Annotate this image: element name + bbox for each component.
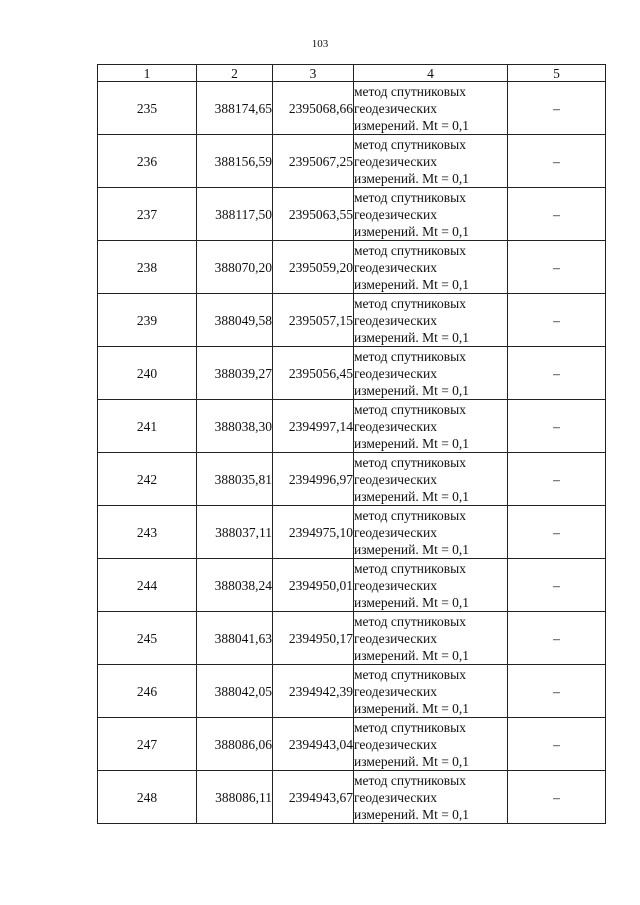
note-cell: –	[508, 82, 606, 135]
method-text-line: измерений. Mt = 0,1	[354, 594, 470, 610]
table-row	[98, 559, 606, 612]
table-header-row	[98, 65, 606, 82]
table-row	[98, 241, 606, 294]
method-text-line: метод спутниковых	[354, 401, 466, 417]
point-number-cell: 242	[98, 453, 197, 506]
method-cell	[354, 559, 508, 612]
y-coordinate-cell: 2394943,04	[273, 718, 354, 771]
method-text-line: измерений. Mt = 0,1	[354, 117, 470, 133]
method-text-line: измерений. Mt = 0,1	[354, 435, 470, 451]
method-text-line: геодезических	[354, 259, 437, 275]
method-text-line: метод спутниковых	[354, 83, 466, 99]
y-coordinate-cell: 2394975,10	[273, 506, 354, 559]
method-text-line: геодезических	[354, 577, 437, 593]
method-text-line: метод спутниковых	[354, 454, 466, 470]
x-coordinate-cell: 388039,27	[197, 347, 273, 400]
method-text-line: измерений. Mt = 0,1	[354, 753, 470, 769]
method-text-line: геодезических	[354, 789, 437, 805]
point-number-cell: 235	[98, 82, 197, 135]
method-text-line: геодезических	[354, 100, 437, 116]
point-number-cell: 236	[98, 135, 197, 188]
note-cell: –	[508, 453, 606, 506]
y-coordinate-cell: 2394942,39	[273, 665, 354, 718]
x-coordinate-cell: 388038,30	[197, 400, 273, 453]
method-cell	[354, 294, 508, 347]
coordinates-table	[97, 64, 606, 824]
table-row	[98, 82, 606, 135]
method-text-line: метод спутниковых	[354, 295, 466, 311]
method-text-line: геодезических	[354, 471, 437, 487]
method-text-line: метод спутниковых	[354, 613, 466, 629]
method-text-line: метод спутниковых	[354, 507, 466, 523]
x-coordinate-cell: 388174,65	[197, 82, 273, 135]
y-coordinate-cell: 2394997,14	[273, 400, 354, 453]
note-cell: –	[508, 400, 606, 453]
y-coordinate-cell: 2395059,20	[273, 241, 354, 294]
method-text-line: измерений. Mt = 0,1	[354, 488, 470, 504]
y-coordinate-cell: 2394950,17	[273, 612, 354, 665]
method-text-line: геодезических	[354, 524, 437, 540]
method-text-line: геодезических	[354, 153, 437, 169]
method-cell	[354, 771, 508, 824]
table-row	[98, 718, 606, 771]
table-row	[98, 135, 606, 188]
method-text-line: измерений. Mt = 0,1	[354, 329, 470, 345]
point-number-cell: 246	[98, 665, 197, 718]
method-text-line: измерений. Mt = 0,1	[354, 647, 470, 663]
method-cell	[354, 506, 508, 559]
note-cell: –	[508, 665, 606, 718]
method-text-line: измерений. Mt = 0,1	[354, 170, 470, 186]
note-cell: –	[508, 188, 606, 241]
column-header-5: 5	[508, 65, 606, 82]
method-text-line: геодезических	[354, 630, 437, 646]
x-coordinate-cell: 388117,50	[197, 188, 273, 241]
method-cell	[354, 718, 508, 771]
method-cell	[354, 241, 508, 294]
method-cell	[354, 347, 508, 400]
method-text-line: метод спутниковых	[354, 666, 466, 682]
method-text-line: геодезических	[354, 736, 437, 752]
x-coordinate-cell: 388041,63	[197, 612, 273, 665]
column-header-4: 4	[354, 65, 508, 82]
x-coordinate-cell: 388037,11	[197, 506, 273, 559]
y-coordinate-cell: 2394943,67	[273, 771, 354, 824]
x-coordinate-cell: 388156,59	[197, 135, 273, 188]
y-coordinate-cell: 2394996,97	[273, 453, 354, 506]
y-coordinate-cell: 2394950,01	[273, 559, 354, 612]
method-cell	[354, 82, 508, 135]
table-body	[98, 82, 606, 824]
method-text-line: метод спутниковых	[354, 189, 466, 205]
table-row	[98, 453, 606, 506]
method-text-line: измерений. Mt = 0,1	[354, 700, 470, 716]
method-cell	[354, 612, 508, 665]
y-coordinate-cell: 2395067,25	[273, 135, 354, 188]
table-row	[98, 188, 606, 241]
point-number-cell: 241	[98, 400, 197, 453]
y-coordinate-cell: 2395056,45	[273, 347, 354, 400]
method-cell	[354, 188, 508, 241]
y-coordinate-cell: 2395063,55	[273, 188, 354, 241]
point-number-cell: 243	[98, 506, 197, 559]
point-number-cell: 240	[98, 347, 197, 400]
point-number-cell: 245	[98, 612, 197, 665]
note-cell: –	[508, 612, 606, 665]
table-row	[98, 771, 606, 824]
method-text-line: геодезических	[354, 312, 437, 328]
method-text-line: геодезических	[354, 683, 437, 699]
method-text-line: геодезических	[354, 418, 437, 434]
column-header-2: 2	[197, 65, 273, 82]
method-text-line: геодезических	[354, 206, 437, 222]
method-cell	[354, 453, 508, 506]
method-text-line: метод спутниковых	[354, 136, 466, 152]
method-text-line: измерений. Mt = 0,1	[354, 276, 470, 292]
note-cell: –	[508, 771, 606, 824]
page-number: 103	[311, 38, 329, 50]
note-cell: –	[508, 347, 606, 400]
column-header-3: 3	[273, 65, 354, 82]
note-cell: –	[508, 294, 606, 347]
method-text-line: метод спутниковых	[354, 242, 466, 258]
column-header-1: 1	[98, 65, 197, 82]
note-cell: –	[508, 506, 606, 559]
y-coordinate-cell: 2395057,15	[273, 294, 354, 347]
method-text-line: измерений. Mt = 0,1	[354, 541, 470, 557]
x-coordinate-cell: 388042,05	[197, 665, 273, 718]
table-row	[98, 400, 606, 453]
table-row	[98, 665, 606, 718]
method-text-line: метод спутниковых	[354, 560, 466, 576]
point-number-cell: 238	[98, 241, 197, 294]
x-coordinate-cell: 388070,20	[197, 241, 273, 294]
method-text-line: метод спутниковых	[354, 719, 466, 735]
note-cell: –	[508, 241, 606, 294]
note-cell: –	[508, 135, 606, 188]
table-row	[98, 612, 606, 665]
x-coordinate-cell: 388049,58	[197, 294, 273, 347]
y-coordinate-cell: 2395068,66	[273, 82, 354, 135]
method-text-line: метод спутниковых	[354, 772, 466, 788]
x-coordinate-cell: 388038,24	[197, 559, 273, 612]
method-text-line: измерений. Mt = 0,1	[354, 223, 470, 239]
note-cell: –	[508, 718, 606, 771]
method-text-line: измерений. Mt = 0,1	[354, 382, 470, 398]
point-number-cell: 244	[98, 559, 197, 612]
point-number-cell: 248	[98, 771, 197, 824]
table-row	[98, 506, 606, 559]
table-row	[98, 347, 606, 400]
method-cell	[354, 400, 508, 453]
x-coordinate-cell: 388086,06	[197, 718, 273, 771]
note-cell: –	[508, 559, 606, 612]
method-text-line: измерений. Mt = 0,1	[354, 806, 470, 822]
method-text-line: метод спутниковых	[354, 348, 466, 364]
method-cell	[354, 665, 508, 718]
method-text-line: геодезических	[354, 365, 437, 381]
x-coordinate-cell: 388086,11	[197, 771, 273, 824]
point-number-cell: 247	[98, 718, 197, 771]
x-coordinate-cell: 388035,81	[197, 453, 273, 506]
point-number-cell: 237	[98, 188, 197, 241]
method-cell	[354, 135, 508, 188]
table-row	[98, 294, 606, 347]
point-number-cell: 239	[98, 294, 197, 347]
